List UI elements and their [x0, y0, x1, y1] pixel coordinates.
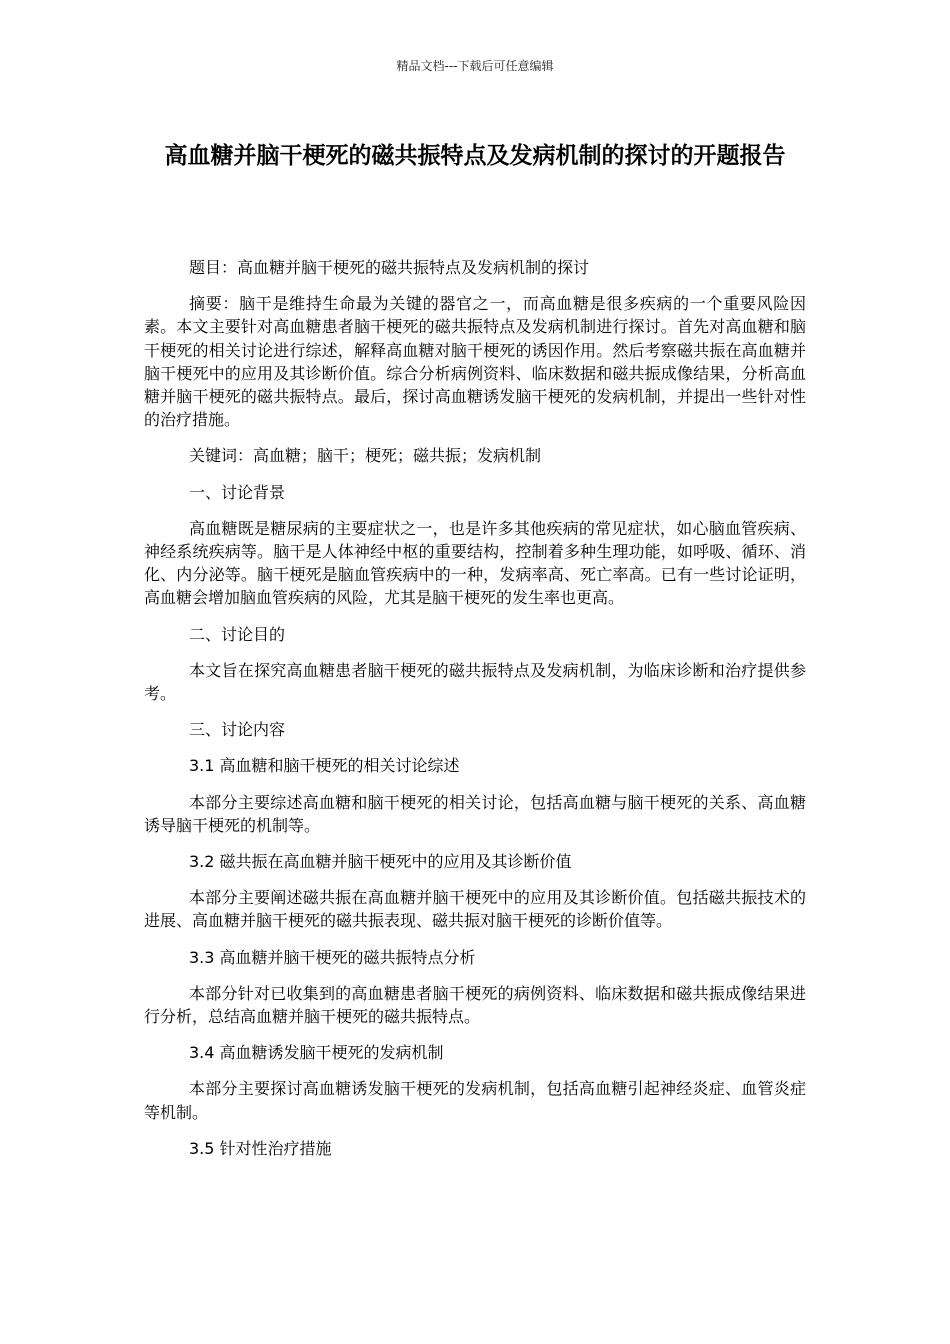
background-paragraph: 高血糖既是糖尿病的主要症状之一，也是许多其他疾病的常见症状，如心脑血管疾病、神经系统疾病等。脑干是人体神经中枢的重要结构，控制着多种生理功能，如呼吸、循环、消化、内分泌等。脑干梗死是脑血管疾病中的一种，发病率高、死亡率高。已有一些讨论证明，高血糖会增加脑血管疾病的风险，尤其是脑干梗死的发生率也更高。	[144, 518, 806, 608]
subsection-paragraph-3-1: 本部分主要综述高血糖和脑干梗死的相关讨论，包括高血糖与脑干梗死的关系、高血糖诱导脑干梗死的机制等。	[144, 792, 806, 835]
subsection-paragraph-3-4: 本部分主要探讨高血糖诱发脑干梗死的发病机制，包括高血糖引起神经炎症、血管炎症等机制。	[144, 1079, 806, 1122]
document-body	[144, 256, 806, 1173]
subsection-heading-3-4: 3.4 高血糖诱发脑干梗死的发病机制	[189, 1043, 444, 1063]
section-heading-purpose: 二、讨论目的	[189, 624, 286, 644]
section-heading-content: 三、讨论内容	[189, 720, 286, 740]
subsection-heading-3-3: 3.3 高血糖并脑干梗死的磁共振特点分析	[189, 947, 476, 967]
header-note: 精品文档---下载后可任意编辑	[396, 59, 554, 73]
section-heading-background: 一、讨论背景	[189, 482, 286, 502]
purpose-paragraph: 本文旨在探究高血糖患者脑干梗死的磁共振特点及发病机制，为临床诊断和治疗提供参考。	[144, 660, 806, 704]
topic-line: 题目：高血糖并脑干梗死的磁共振特点及发病机制的探讨	[189, 258, 590, 277]
subsection-heading-3-1: 3.1 高血糖和脑干梗死的相关讨论综述	[189, 756, 460, 776]
subsection-paragraph-3-3: 本部分针对已收集到的高血糖患者脑干梗死的病例资料、临床数据和磁共振成像结果进行分析，总结高血糖并脑干梗死的磁共振特点。	[144, 983, 806, 1027]
abstract-paragraph: 摘要：脑干是维持生命最为关键的器官之一，而高血糖是很多疾病的一个重要风险因素。本文主要针对高血糖患者脑干梗死的磁共振特点及发病机制进行探讨。首先对高血糖和脑干梗死的相关讨论进行综述，解释高血糖对脑干梗死的诱因作用。然后考察磁共振在高血糖并脑干梗死中的应用及其诊断价值。综合分析病例资料、临床数据和磁共振成像结果，分析高血糖并脑干梗死的磁共振特点。最后，探讨高血糖诱发脑干梗死的发病机制，并提出一些针对性的治疗措施。	[144, 294, 806, 430]
subsection-paragraph-3-2: 本部分主要阐述磁共振在高血糖并脑干梗死中的应用及其诊断价值。包括磁共振技术的进展、高血糖并脑干梗死的磁共振表现、磁共振对脑干梗死的诊断价值等。	[144, 888, 806, 931]
subsection-heading-3-5: 3.5 针对性治疗措施	[189, 1138, 332, 1158]
document-title: 高血糖并脑干梗死的磁共振特点及发病机制的探讨的开题报告	[164, 143, 786, 169]
keywords-line: 关键词：高血糖；脑干；梗死；磁共振；发病机制	[189, 446, 542, 466]
subsection-heading-3-2: 3.2 磁共振在高血糖并脑干梗死中的应用及其诊断价值	[189, 852, 572, 872]
